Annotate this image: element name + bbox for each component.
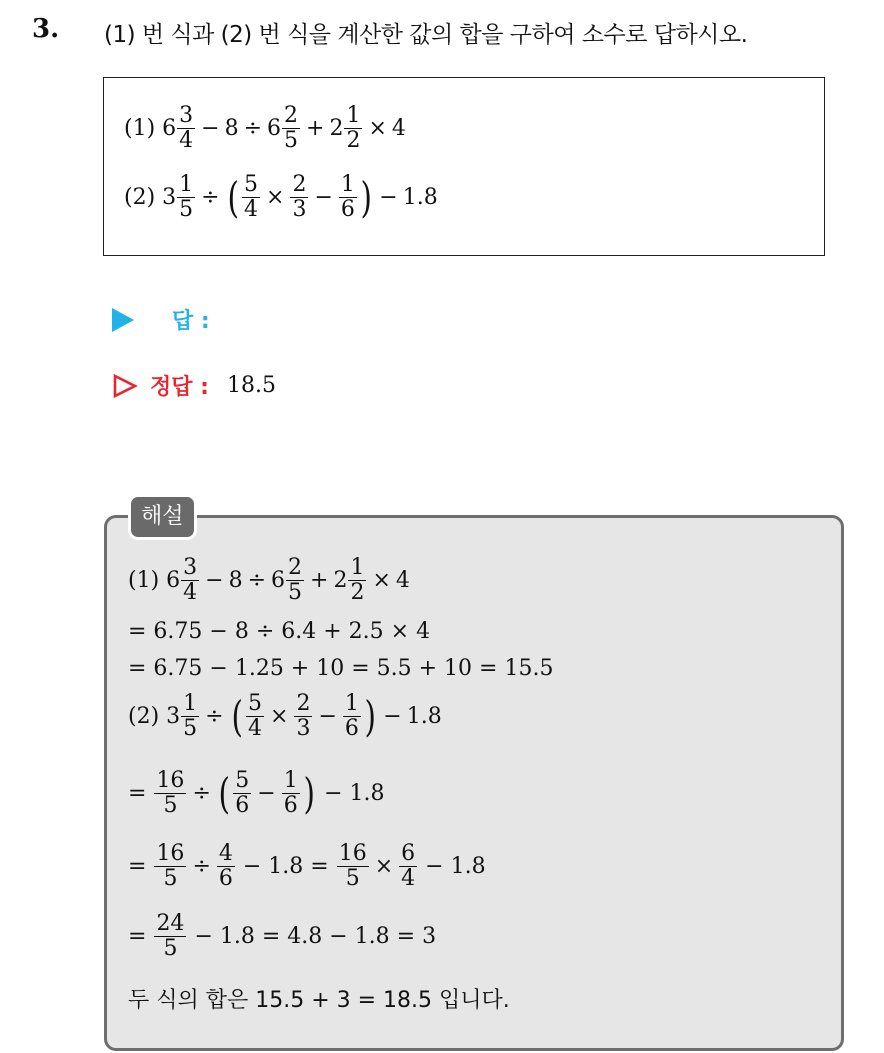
right-paren: ) <box>360 172 372 222</box>
solution-line-1 <box>128 557 410 604</box>
question-text: (1) 번 식과 (2) 번 식을 계산한 값의 합을 구하여 소수로 답하시오. <box>104 22 748 48</box>
denominator: 3 <box>296 716 311 741</box>
fraction <box>242 174 260 221</box>
solution-conclusion: 두 식의 합은 15.5 + 3 = 18.5 입니다. <box>128 988 510 1013</box>
numerator: 1 <box>350 555 365 580</box>
numerator: 5 <box>248 691 262 716</box>
operator: × <box>372 568 391 593</box>
solution-tag: 해설 <box>128 494 197 540</box>
operator: ÷ <box>247 568 267 593</box>
expr-label: (2) <box>128 704 160 729</box>
number: 8 <box>228 568 243 593</box>
numerator: 1 <box>346 103 361 128</box>
tail: − 1.8 <box>425 854 486 879</box>
denominator: 2 <box>346 128 361 153</box>
denominator: 5 <box>345 866 360 891</box>
right-paren: ) <box>303 768 315 818</box>
operator: ÷ <box>205 704 224 729</box>
mixed-whole: 6 <box>271 568 286 593</box>
fraction <box>233 770 251 817</box>
tail: − 1.8 = 4.8 − 1.8 = 3 <box>194 924 437 949</box>
mixed-whole: 2 <box>333 568 348 593</box>
numerator: 16 <box>338 841 367 866</box>
numerator: 5 <box>235 768 250 793</box>
numerator: 24 <box>156 911 185 936</box>
fraction <box>282 105 300 152</box>
denominator: 6 <box>218 866 233 891</box>
denominator: 6 <box>340 197 355 222</box>
numerator: 2 <box>292 172 307 197</box>
operator: − <box>257 781 276 806</box>
numerator: 1 <box>340 172 355 197</box>
operator: ÷ <box>243 116 263 141</box>
denominator: 5 <box>163 936 178 961</box>
operator: − <box>318 704 337 729</box>
denominator: 5 <box>288 580 303 605</box>
denominator: 4 <box>183 580 198 605</box>
numerator: 4 <box>218 841 233 866</box>
denominator: 5 <box>179 197 194 222</box>
fraction <box>181 557 199 604</box>
operator: ÷ <box>192 854 211 879</box>
denominator: 3 <box>292 197 307 222</box>
mixed-whole: 3 <box>166 704 181 729</box>
operator: × <box>266 185 285 210</box>
fraction <box>154 913 186 960</box>
solution-line-7 <box>128 913 436 960</box>
fraction <box>154 770 186 817</box>
numerator: 2 <box>288 555 303 580</box>
solution-line-6 <box>128 843 486 890</box>
operator: − <box>379 185 398 210</box>
fraction <box>177 105 195 152</box>
answer-label: 답 : <box>172 309 210 334</box>
solution-line-5 <box>128 770 385 817</box>
solution-line-4 <box>128 693 442 740</box>
operator: ÷ <box>201 185 220 210</box>
equals: = <box>128 924 147 949</box>
fraction <box>290 174 308 221</box>
denominator: 4 <box>244 197 258 222</box>
correct-value: 18.5 <box>226 373 276 398</box>
fraction <box>337 843 369 890</box>
fraction <box>181 693 199 740</box>
question-box <box>103 77 825 256</box>
expr-label: (1) <box>128 568 160 593</box>
fraction <box>339 174 357 221</box>
denominator: 5 <box>163 866 178 891</box>
fraction <box>294 693 312 740</box>
expr-label: (2) <box>124 185 156 210</box>
tail: − 1.8 <box>324 781 385 806</box>
middle: − 1.8 = <box>242 854 329 879</box>
numerator: 3 <box>183 555 198 580</box>
right-paren: ) <box>364 691 376 741</box>
numerator: 1 <box>283 768 298 793</box>
numerator: 16 <box>156 768 185 793</box>
fraction <box>348 557 366 604</box>
fraction <box>399 843 417 890</box>
fraction <box>344 105 362 152</box>
fraction <box>246 693 264 740</box>
equals: = <box>128 854 147 879</box>
question-expression-2 <box>124 174 438 221</box>
denominator: 5 <box>163 793 178 818</box>
number: 1.8 <box>402 185 438 210</box>
operator: × <box>374 854 394 879</box>
number: 4 <box>391 116 406 141</box>
mixed-whole: 6 <box>162 116 177 141</box>
numerator: 1 <box>179 172 194 197</box>
denominator: 4 <box>248 716 262 741</box>
mixed-whole: 6 <box>267 116 282 141</box>
numerator: 3 <box>179 103 194 128</box>
operator: − <box>383 704 402 729</box>
operator: − <box>314 185 333 210</box>
operator: × <box>270 704 289 729</box>
question-expression-1 <box>124 105 406 152</box>
question-number: 3. <box>32 14 60 44</box>
operator: ÷ <box>192 781 211 806</box>
numerator: 1 <box>344 691 359 716</box>
fraction <box>282 770 300 817</box>
fraction <box>177 174 195 221</box>
equals: = <box>128 781 147 806</box>
denominator: 6 <box>283 793 298 818</box>
number: 4 <box>395 568 410 593</box>
mixed-whole: 6 <box>166 568 181 593</box>
outline-triangle-icon <box>112 373 138 399</box>
numerator: 6 <box>401 841 416 866</box>
answer-row <box>112 304 210 335</box>
number: 8 <box>224 116 239 141</box>
denominator: 4 <box>179 128 194 153</box>
expr-label: (1) <box>124 116 156 141</box>
correct-label: 정답 : <box>150 375 209 400</box>
play-arrow-icon <box>112 308 134 332</box>
fraction <box>343 693 361 740</box>
left-paren: ( <box>231 691 243 741</box>
denominator: 5 <box>284 128 299 153</box>
numerator: 2 <box>296 691 311 716</box>
denominator: 6 <box>235 793 250 818</box>
numerator: 16 <box>156 841 185 866</box>
numerator: 5 <box>244 172 258 197</box>
operator: × <box>368 116 387 141</box>
denominator: 2 <box>350 580 365 605</box>
denominator: 5 <box>183 716 198 741</box>
denominator: 6 <box>344 716 359 741</box>
correct-answer-row <box>112 370 276 401</box>
fraction <box>154 843 186 890</box>
operator: − <box>205 568 224 593</box>
mixed-whole: 2 <box>329 116 344 141</box>
left-paren: ( <box>227 172 239 222</box>
operator: + <box>306 116 325 141</box>
denominator: 4 <box>401 866 416 891</box>
fraction <box>286 557 304 604</box>
solution-line-2: = 6.75 − 8 ÷ 6.4 + 2.5 × 4 <box>128 619 431 644</box>
numerator: 1 <box>183 691 198 716</box>
operator: + <box>310 568 329 593</box>
number: 1.8 <box>406 704 442 729</box>
numerator: 2 <box>284 103 299 128</box>
mixed-whole: 3 <box>162 185 177 210</box>
fraction <box>217 843 235 890</box>
left-paren: ( <box>218 768 230 818</box>
solution-line-3: = 6.75 − 1.25 + 10 = 5.5 + 10 = 15.5 <box>128 656 554 681</box>
operator: − <box>201 116 220 141</box>
